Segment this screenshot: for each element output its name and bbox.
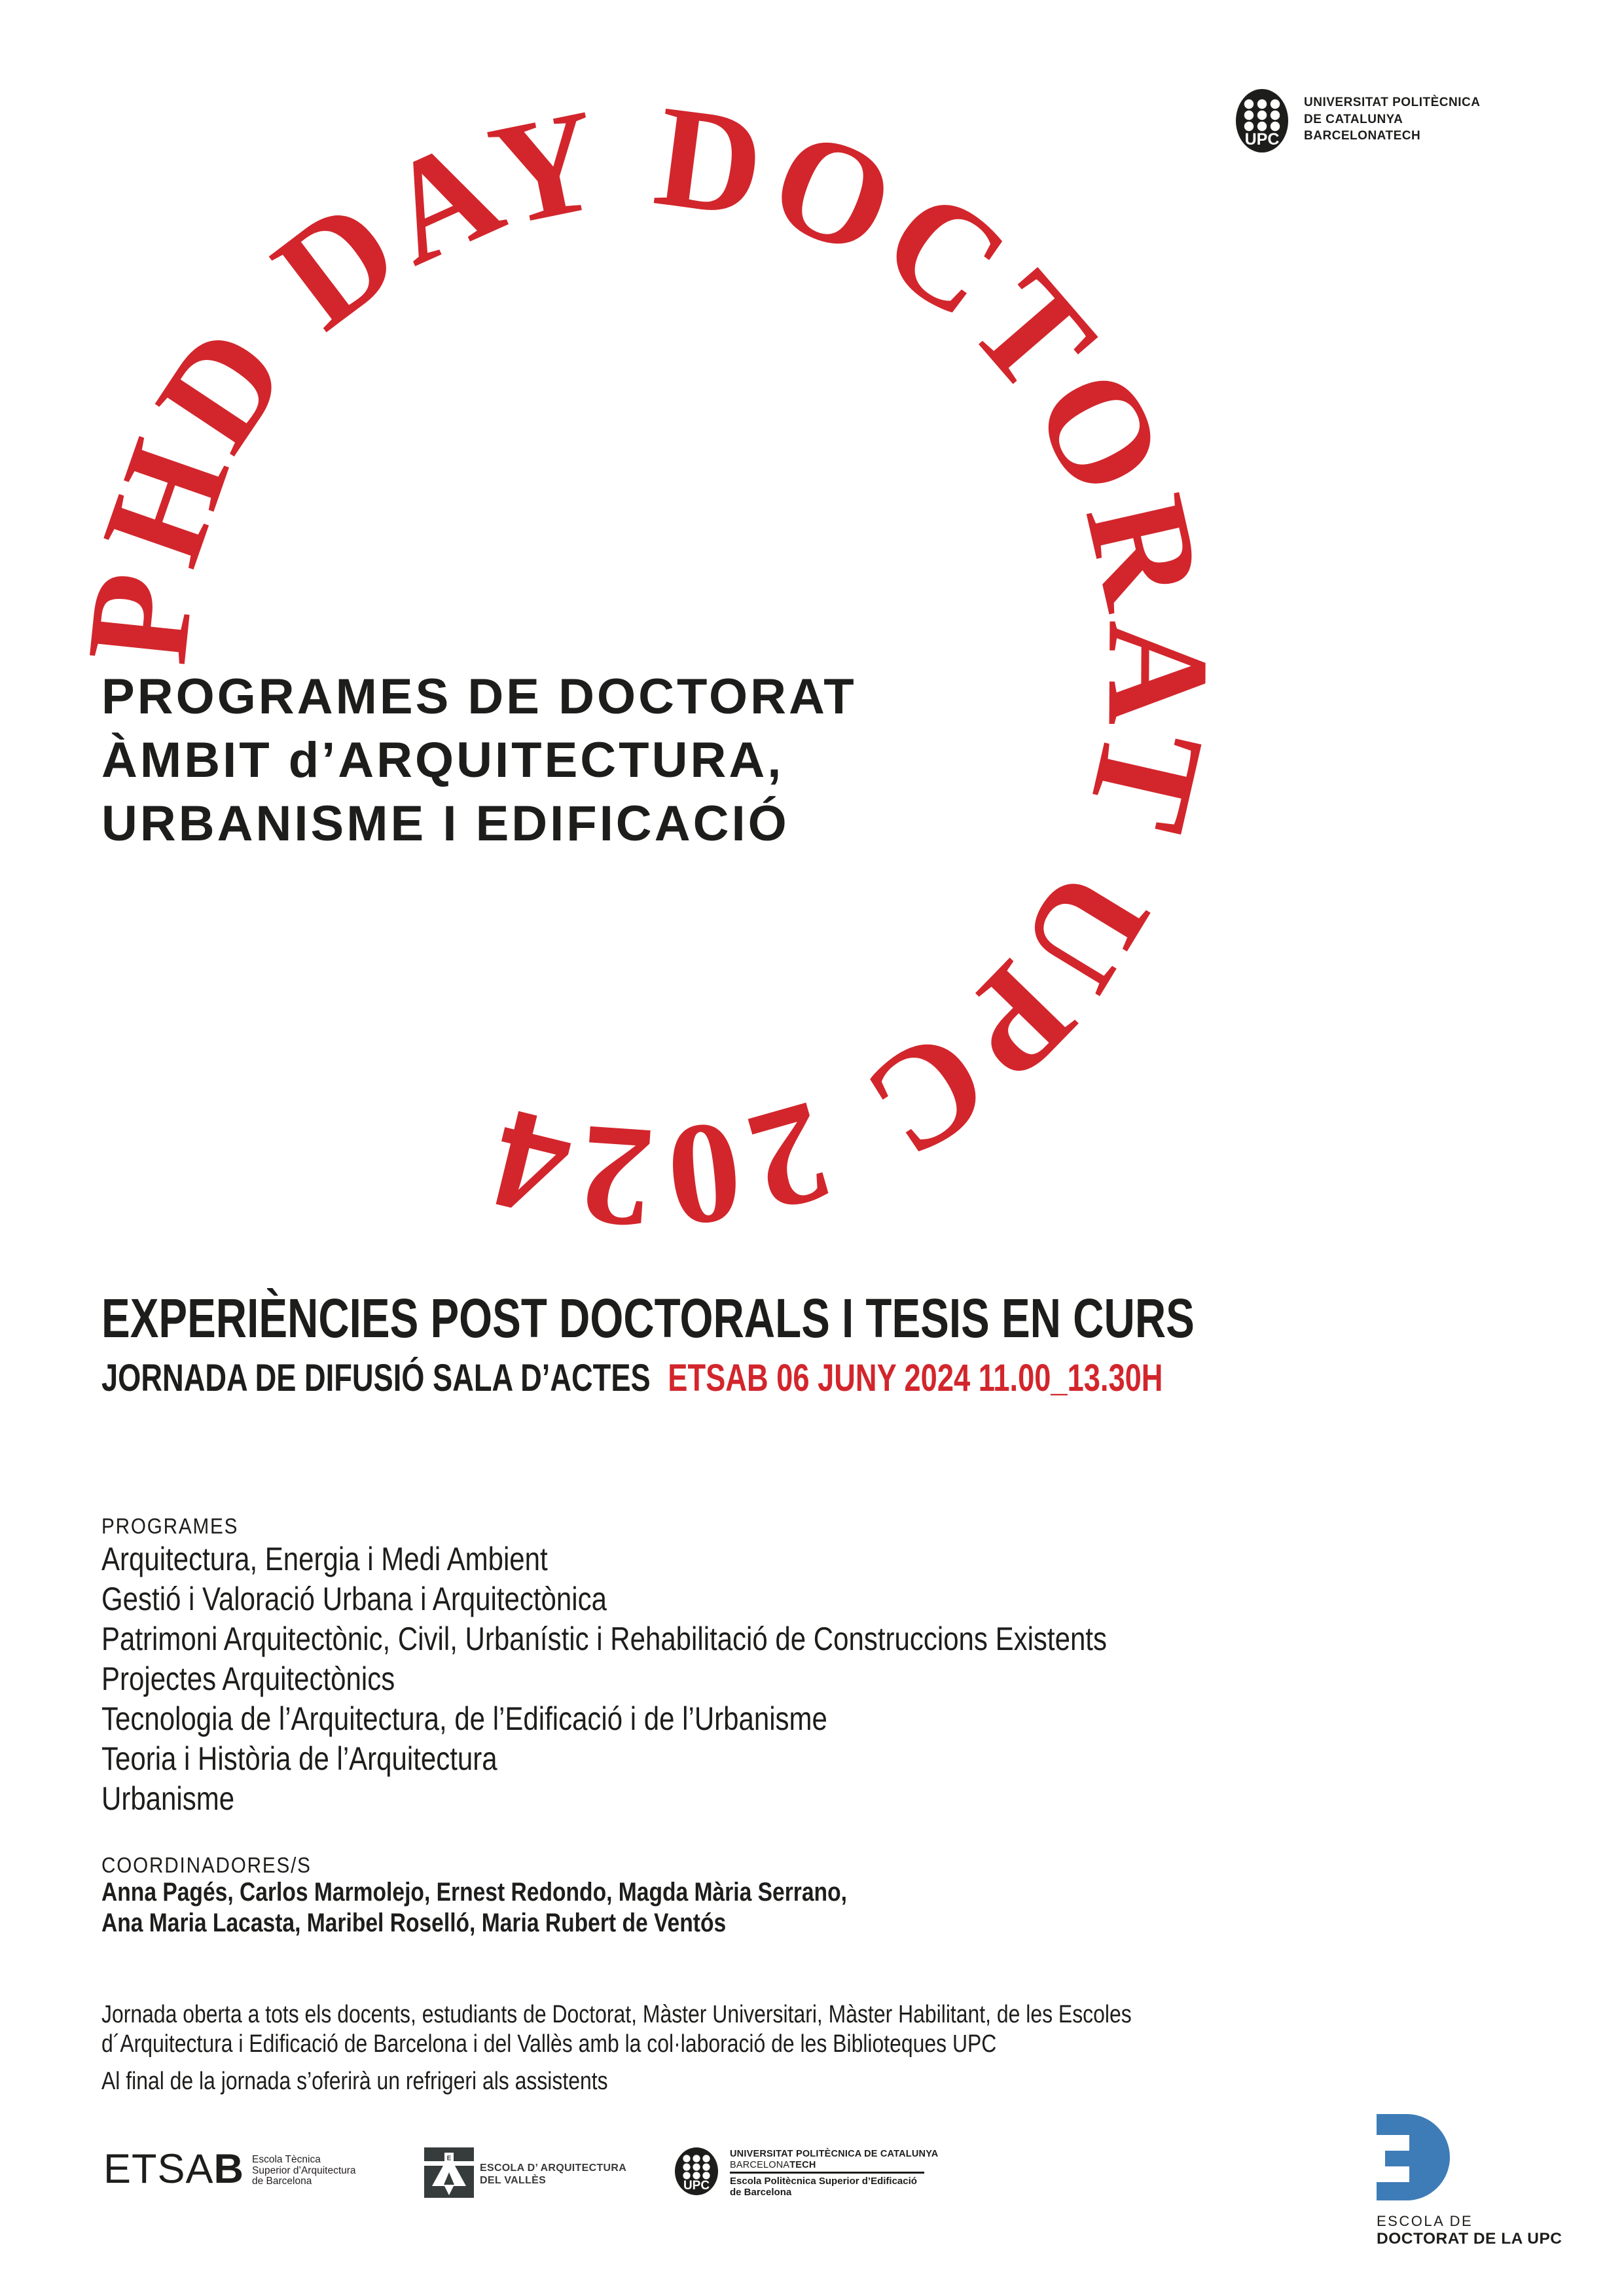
- notes-line1: Jornada oberta a tots els docents, estudiants de Doctorat, Màster Universitari, Màster Habilitant, de les Escoles: [101, 2001, 1132, 2028]
- programa-item: Teoria i Història de l’Arquitectura: [101, 1740, 497, 1777]
- etsav-text: [480, 2162, 626, 2187]
- circle-title-text: PHD DAY DOCTORAT UPC 2024: [56, 75, 1239, 1260]
- etsab-desc-line2: Superior d’Arquitectura: [252, 2164, 356, 2176]
- epseb-upc-roundel-icon: [675, 2147, 718, 2195]
- etsav-line1: ESCOLA D’ ARQUITECTURA: [480, 2162, 627, 2174]
- epseb-line2: [730, 2160, 938, 2171]
- notes-paragraph: [101, 2000, 1132, 2059]
- edupc-line1: ESCOLA DE: [1377, 2213, 1473, 2229]
- programes-list: [101, 1539, 1107, 1819]
- upc-roundel-icon: [1236, 89, 1288, 152]
- programa-item: Gestió i Valoració Urbana i Arquitectònica: [101, 1581, 607, 1617]
- coordinadores-label: COORDINADORES/S: [101, 1853, 312, 1877]
- edupc-line2: DOCTORAT DE LA UPC: [1377, 2230, 1562, 2248]
- etsab-desc: [252, 2155, 356, 2187]
- etsab-desc-line1: Escola Tècnica: [252, 2154, 321, 2165]
- etsav-line2: DEL VALLÈS: [480, 2175, 547, 2186]
- upc-logo-line1: UNIVERSITAT POLITÈCNICA: [1304, 96, 1481, 109]
- main-heading-line2: ÀMBIT d’ARQUITECTURA,: [101, 732, 784, 788]
- coordinadores-line1: Anna Pagés, Carlos Marmolejo, Ernest Redondo, Magda Mària Serrano,: [101, 1878, 847, 1907]
- epseb-roundel-label: UPC: [683, 2179, 710, 2193]
- notes-refreshment: Al final de la jornada s’oferirà un refrigeri als assistents: [101, 2068, 608, 2095]
- upc-roundel-label: UPC: [1244, 130, 1280, 149]
- upc-logo-tech: TECH: [1385, 129, 1421, 143]
- epseb-desc: [730, 2176, 917, 2198]
- etsav-glyph-e: E: [446, 2155, 452, 2162]
- epseb-desc-line1: Escola Politècnica Superior d’Edificació: [730, 2176, 917, 2187]
- main-heading-line1: PROGRAMES DE DOCTORAT: [101, 669, 857, 725]
- upc-logo-text: [1304, 94, 1480, 145]
- etsav-icon: [424, 2147, 474, 2198]
- etsab-desc-line3: de Barcelona: [252, 2176, 312, 2187]
- upc-logo-line2: DE CATALUNYA: [1304, 112, 1403, 126]
- event-title: EXPERIÈNCIES POST DOCTORALS I TESIS EN CURS: [101, 1287, 1195, 1349]
- etsab-logo: [103, 2146, 245, 2192]
- programes-label: PROGRAMES: [101, 1514, 239, 1538]
- coordinadores-list: [101, 1877, 847, 1939]
- event-subtitle-datetime: ETSAB 06 JUNY 2024 11.00_13.30H: [668, 1357, 1163, 1399]
- epseb-barcelona: BARCELONA: [730, 2160, 790, 2170]
- programa-item: Projectes Arquitectònics: [101, 1660, 395, 1697]
- main-heading: [101, 665, 857, 855]
- notes-line2: d´Arquitectura i Edificació de Barcelona i del Vallès amb la col·laboració de les Biblioteques UPC: [101, 2030, 997, 2058]
- programa-item: Arquitectura, Energia i Medi Ambient: [101, 1541, 548, 1577]
- coordinadores-line2: Ana Maria Lacasta, Maribel Roselló, Maria Rubert de Ventós: [101, 1909, 727, 1937]
- event-subtitle-venue: JORNADA DE DIFUSIÓ SALA D’ACTES: [101, 1357, 651, 1399]
- programa-item: Urbanisme: [101, 1780, 235, 1817]
- edupc-d-icon: [1377, 2114, 1452, 2200]
- etsab-logo-bold: B: [213, 2146, 245, 2192]
- epseb-tech: TECH: [789, 2160, 816, 2170]
- epseb-line1: UNIVERSITAT POLITÈCNICA DE CATALUNYA: [730, 2149, 939, 2159]
- programa-item: Tecnologia de l’Arquitectura, de l’Edificació i de l’Urbanisme: [101, 1700, 827, 1737]
- programa-item: Patrimoni Arquitectònic, Civil, Urbanístic i Rehabilitació de Construccions Existents: [101, 1621, 1107, 1657]
- upc-logo-barcelona: BARCELONA: [1304, 129, 1386, 143]
- upc-logo-line3: [1304, 128, 1480, 145]
- epseb-header: [730, 2149, 938, 2171]
- etsab-logo-regular: ETSA: [103, 2146, 214, 2192]
- epseb-divider: [730, 2172, 924, 2174]
- main-heading-line3: URBANISME I EDIFICACIÓ: [101, 796, 789, 852]
- event-subtitle: [101, 1356, 1163, 1401]
- epseb-desc-line2: de Barcelona: [730, 2187, 792, 2198]
